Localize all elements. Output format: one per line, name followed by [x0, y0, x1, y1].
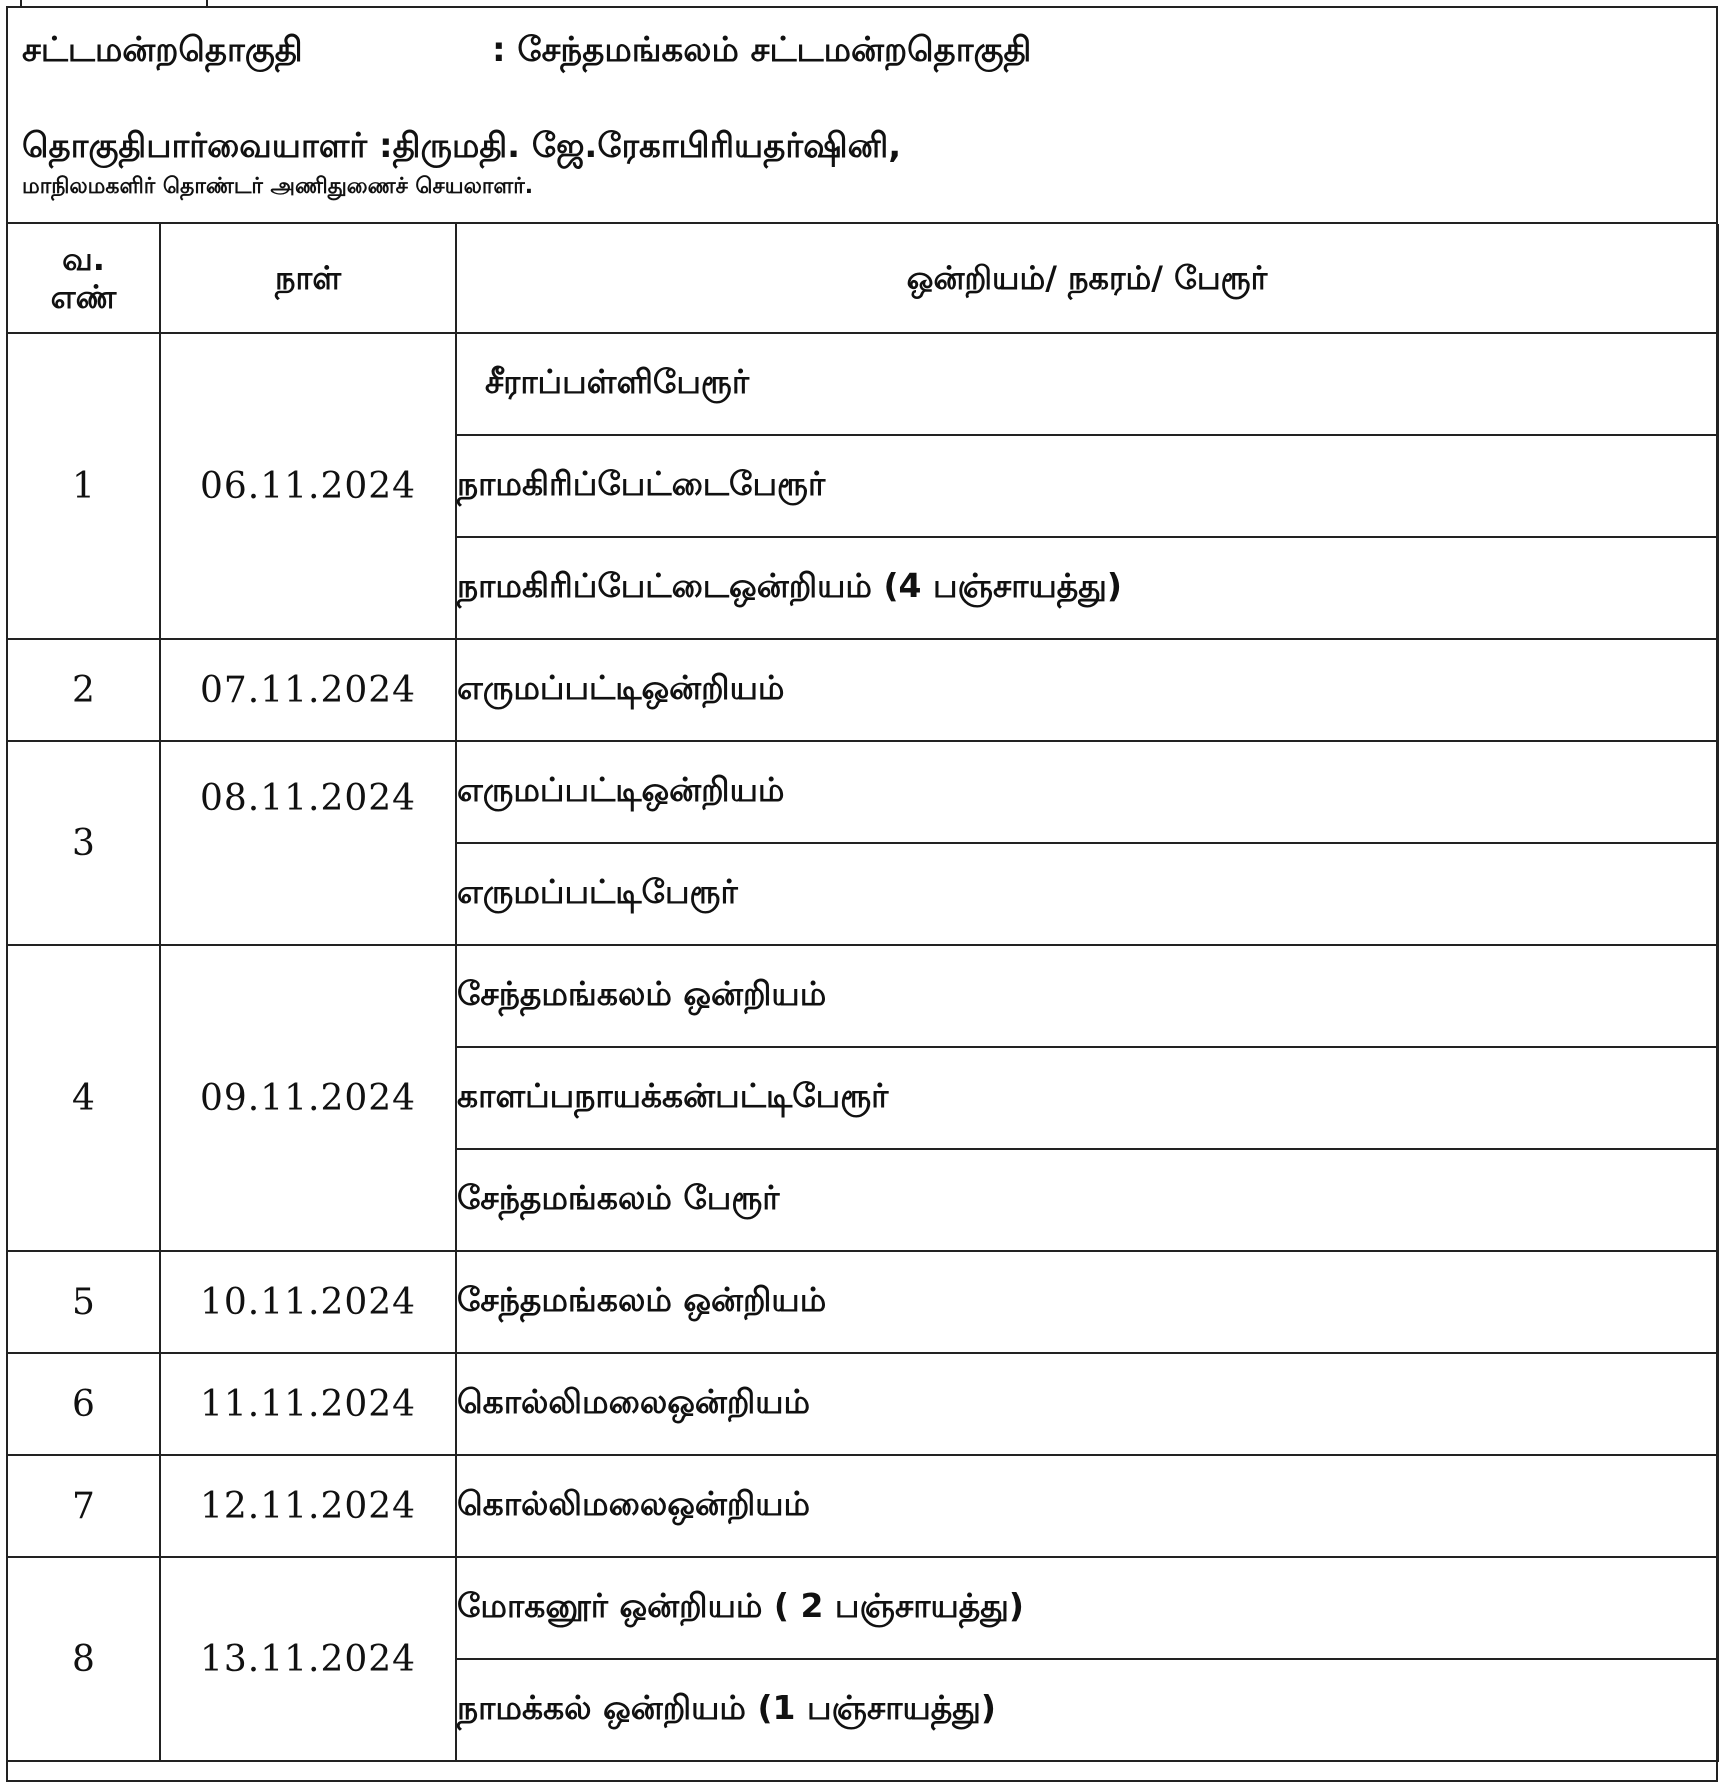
serial-number: 2 — [8, 639, 160, 741]
table-row — [8, 639, 1718, 741]
serial-number: 3 — [8, 741, 160, 945]
serial-number: 7 — [8, 1455, 160, 1557]
area-cell: நாமக்கல் ஒன்றியம் (1 பஞ்சாயத்து) — [456, 1659, 1718, 1761]
date-cell: 07.11.2024 — [160, 639, 456, 741]
serial-number: 8 — [8, 1557, 160, 1761]
table-header-row — [8, 224, 1718, 333]
area-cell: கொல்லிமலைஒன்றியம் — [456, 1353, 1718, 1455]
serial-number: 5 — [8, 1251, 160, 1353]
area-cell: எருமப்பட்டிஒன்றியம் — [456, 741, 1718, 843]
serial-number: 4 — [8, 945, 160, 1251]
observer-value: :திருமதி. ஜே.ரேகாபிரியதர்ஷினி, — [379, 126, 902, 166]
table-row — [8, 1353, 1718, 1455]
area-cell: சேந்தமங்கலம் ஒன்றியம் — [456, 945, 1718, 1047]
table-row — [8, 1251, 1718, 1353]
serial-number: 1 — [8, 333, 160, 639]
date-cell: 12.11.2024 — [160, 1455, 456, 1557]
column-header-date: நாள் — [160, 224, 456, 333]
date-cell: 06.11.2024 — [160, 333, 456, 639]
area-cell: எருமப்பட்டிஒன்றியம் — [456, 639, 1718, 741]
date-cell: 09.11.2024 — [160, 945, 456, 1251]
column-header-area: ஒன்றியம்/ நகரம்/ பேரூர் — [456, 224, 1718, 333]
area-cell: சீராப்பள்ளிபேரூர் — [456, 333, 1718, 435]
observer-role: மாநிலமகளிர் தொண்டர் அணிதுணைச் செயலாளர். — [22, 174, 534, 199]
area-cell: சேந்தமங்கலம் பேரூர் — [456, 1149, 1718, 1251]
date-cell: 08.11.2024 — [160, 741, 456, 945]
observer-line — [22, 126, 901, 170]
table-row — [8, 945, 1718, 1047]
table-row — [8, 1455, 1718, 1557]
date-cell: 11.11.2024 — [160, 1353, 456, 1455]
serial-header-line1: வ. — [62, 240, 105, 278]
table-row — [8, 741, 1718, 843]
column-header-serial — [8, 224, 160, 333]
date-cell: 10.11.2024 — [160, 1251, 456, 1353]
area-cell: சேந்தமங்கலம் ஒன்றியம் — [456, 1251, 1718, 1353]
serial-number: 6 — [8, 1353, 160, 1455]
schedule-table — [8, 224, 1719, 1762]
serial-header-line2: எண் — [50, 278, 117, 316]
constituency-value: : சேந்தமங்கலம் சட்டமன்றதொகுதி — [492, 30, 1032, 70]
table-row — [8, 333, 1718, 435]
area-cell: எருமப்பட்டிபேரூர் — [456, 843, 1718, 945]
table-row — [8, 1557, 1718, 1659]
constituency-line — [22, 30, 1031, 74]
area-cell: மோகனூர் ஒன்றியம் ( 2 பஞ்சாயத்து) — [456, 1557, 1718, 1659]
observer-label: தொகுதிபார்வையாளர் — [22, 126, 368, 166]
document-header — [8, 8, 1716, 224]
area-cell: நாமகிரிப்பேட்டைஒன்றியம் (4 பஞ்சாயத்து) — [456, 537, 1718, 639]
area-cell: காளப்பநாயக்கன்பட்டிபேரூர் — [456, 1047, 1718, 1149]
area-cell: கொல்லிமலைஒன்றியம் — [456, 1455, 1718, 1557]
constituency-label: சட்டமன்றதொகுதி — [22, 30, 303, 70]
date-cell: 13.11.2024 — [160, 1557, 456, 1761]
area-cell: நாமகிரிப்பேட்டைபேரூர் — [456, 435, 1718, 537]
